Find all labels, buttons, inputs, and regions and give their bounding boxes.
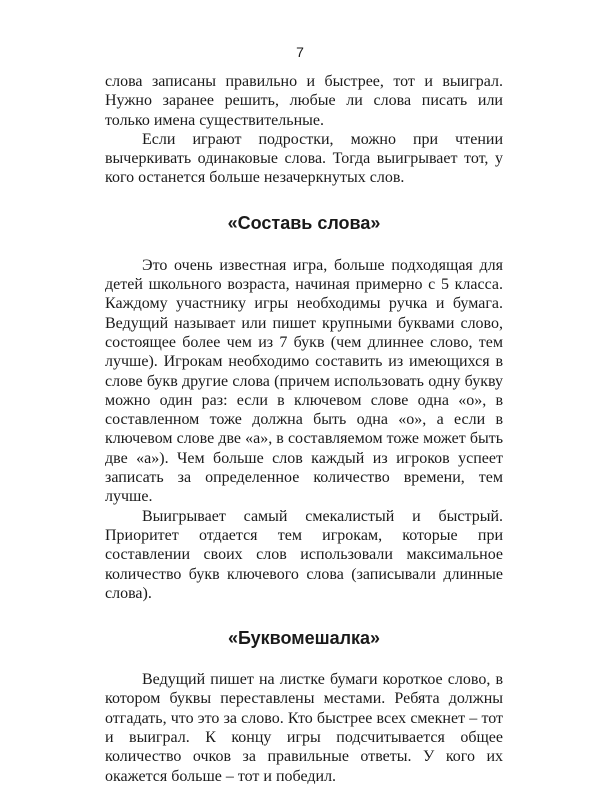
intro-paragraph-1: слова записаны правильно и быстрее, тот и выиграл. Нужно заранее решить, любые ли слова писать или только имена существительные. [105, 73, 503, 129]
intro-paragraph-2: Если играют подростки, можно при чтении вычеркивать одинаковые слова. Тогда выигрывает тот, у кого останется больше незачеркнутых слов. [105, 130, 503, 187]
page-body [105, 72, 503, 786]
page-number: 7 [296, 44, 304, 60]
section-title-bukvomeshalka: «Буквомешалка» [227, 628, 381, 649]
section1-paragraph-1: Это очень известная игра, больше подходящая для детей школьного возраста, начиная примерно с 5 класса. Каждому участнику игры необходимы ручка и бумага. Ведущий называет или пишет крупными буквами слово, состоящее более чем из 7 букв (чем длиннее слово, тем лучше). Игрокам необходимо составить из имеющихся в слове букв другие слова (причем использовать одну букву можно один раз: если в ключевом слове одна «о», в составленном тоже должна быть одна «о», а если в ключевом слове две «а», в составляемом тоже может быть две «а»). Чем больше слов каждый из игроков успеет записать за определенное количество времени, тем лучше. [105, 256, 503, 506]
section-title-sostav-slova: «Составь слова» [227, 212, 381, 233]
section1-paragraph-2: Выигрывает самый смекалистый и быстрый. Приоритет отдается тем игрокам, которые при составлении своих слов использовали максимальное количество букв ключевого слова (записывали длинные слова). [105, 507, 503, 602]
section2-paragraph-1: Ведущий пишет на листке бумаги короткое слово, в котором буквы переставлены местами. Ребята должны отгадать, что это за слово. Кто быстрее всех смекнет – тот и выиграл. К концу игры подсчитывается общее количество очков за правильные ответы. У кого их окажется больше – тот и победил. [105, 671, 503, 785]
